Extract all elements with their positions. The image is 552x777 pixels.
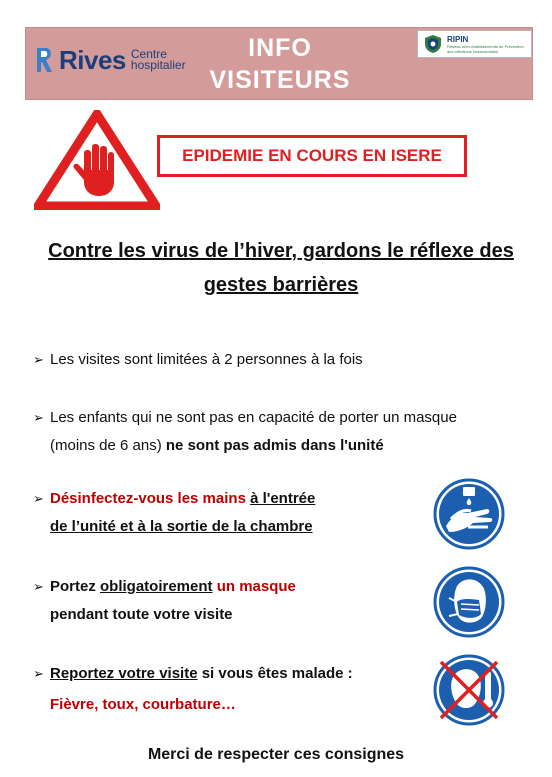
rives-logo-subtitle: Centre hospitalier: [130, 47, 186, 72]
page-title: [176, 32, 384, 96]
list-item: [33, 404, 457, 460]
epidemic-alert: EPIDEMIE EN COURS EN ISERE: [157, 135, 467, 177]
item-text: pendant toute votre visite: [50, 606, 233, 623]
list-item: [33, 485, 315, 541]
item-text: (moins de 6 ans): [50, 437, 166, 454]
rives-logo-mark-icon: [35, 46, 55, 74]
hand-wash-icon: [433, 478, 505, 550]
mask-icon: [433, 566, 505, 638]
page-title-line-2: VISITEURS: [209, 66, 351, 94]
item-emphasis: ne sont pas admis dans l'unité: [165, 437, 384, 454]
fever-prohibited-icon: [433, 654, 505, 726]
list-item: [33, 346, 363, 374]
main-heading-line-1: Contre les virus de l’hiver, gardons le réflexe des: [48, 240, 514, 262]
ripin-logo-name: RIPIN: [447, 34, 469, 44]
ripin-logo-description: Réseau Inter-établissements de Prévention des Infections Nosocomiales: [447, 43, 524, 54]
arrow-bullet-icon: ➢: [33, 410, 44, 425]
item-text: Les enfants qui ne sont pas en capacité de porter un masque: [50, 409, 457, 426]
main-heading-line-2: gestes barrières: [203, 274, 359, 296]
header-banner: [25, 27, 533, 100]
rives-logo: [35, 46, 191, 74]
item-emphasis: obligatoirement: [100, 578, 213, 595]
item-emphasis: un masque: [212, 578, 296, 595]
rives-logo-name: Rives: [59, 45, 126, 75]
item-text: Les visites sont limitées à 2 personnes à la fois: [50, 351, 363, 368]
arrow-bullet-icon: ➢: [33, 491, 44, 506]
item-text: de l’unité et à la sortie de la chambre: [50, 518, 313, 535]
warning-hand-icon: [34, 110, 160, 210]
item-text: si vous êtes malade :: [197, 665, 353, 682]
item-text: Portez: [50, 578, 101, 595]
list-item: [33, 660, 353, 719]
main-heading: [20, 234, 542, 302]
list-item: [33, 573, 296, 629]
page-title-line-1: INFO: [248, 34, 312, 62]
arrow-bullet-icon: ➢: [33, 352, 44, 367]
ripin-logo: [417, 30, 532, 58]
ripin-logo-mark-icon: [423, 34, 443, 54]
item-emphasis: Désinfectez-vous les mains: [50, 490, 246, 507]
item-text: à l'entrée: [250, 490, 316, 507]
item-text: Fièvre, toux, courbature…: [50, 696, 236, 713]
arrow-bullet-icon: ➢: [33, 579, 44, 594]
arrow-bullet-icon: ➢: [33, 666, 44, 681]
item-emphasis: Reportez votre visite: [50, 665, 198, 682]
footer-thanks: Merci de respecter ces consignes: [147, 746, 405, 763]
